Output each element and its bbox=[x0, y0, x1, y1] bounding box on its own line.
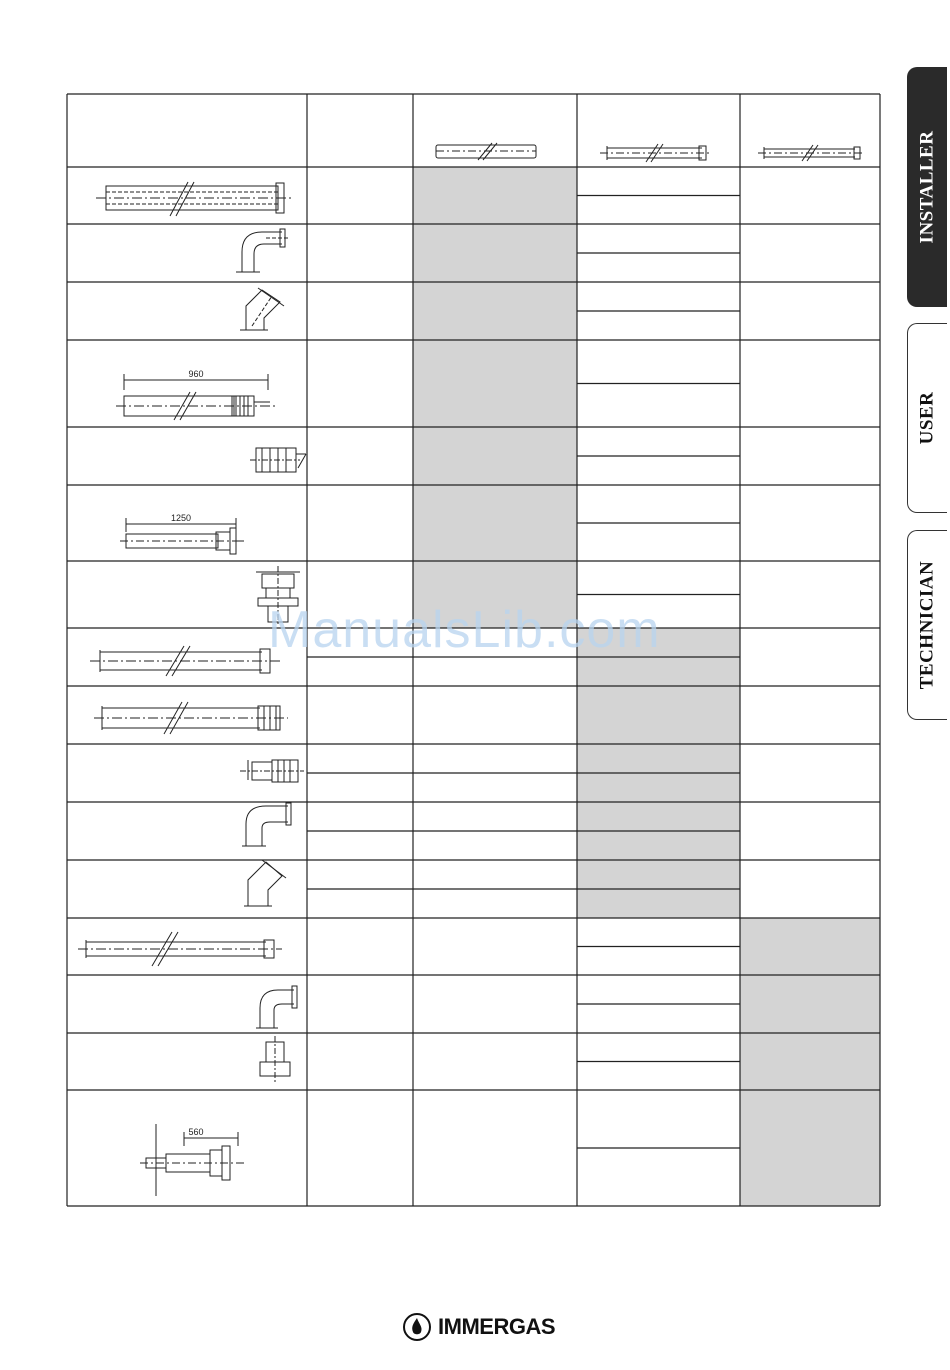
shaded-cell-col5 bbox=[740, 975, 880, 1033]
header-pipe-60-icon bbox=[758, 145, 864, 161]
shaded-cell-col5 bbox=[740, 1090, 880, 1206]
wall-terminal-drawing bbox=[250, 448, 306, 472]
horizontal-terminal-960-drawing bbox=[116, 374, 276, 420]
pipe-80-drawing bbox=[90, 646, 280, 676]
shaded-cell-col3 bbox=[413, 282, 577, 340]
concentric-pipe-drawing bbox=[96, 182, 294, 216]
wall-terminal-80-drawing bbox=[240, 760, 304, 782]
tab-technician-label: TECHNICIAN bbox=[916, 560, 938, 690]
watermark-text: ManualsLib.com bbox=[268, 601, 661, 659]
dimension-label-960: 960 bbox=[188, 369, 204, 379]
shaded-cell-col3 bbox=[413, 485, 577, 561]
header-pipe-80-icon bbox=[600, 144, 710, 162]
shaded-cell-col3 bbox=[413, 167, 577, 224]
shaded-cell-col5 bbox=[740, 1033, 880, 1090]
header-concentric-pipe-icon bbox=[436, 143, 536, 160]
brand-name: IMMERGAS bbox=[438, 1314, 555, 1339]
reduction-drawing bbox=[260, 1036, 290, 1082]
bend-90-drawing bbox=[242, 803, 291, 846]
shaded-cell-col3 bbox=[413, 224, 577, 282]
tab-user[interactable] bbox=[907, 323, 947, 513]
terminal-80-drawing bbox=[94, 702, 288, 734]
dimension-label-1250: 1250 bbox=[170, 513, 192, 523]
shaded-cell-col3 bbox=[413, 340, 577, 427]
dimension-label-560: 560 bbox=[188, 1127, 204, 1137]
tab-installer[interactable] bbox=[907, 67, 947, 307]
shaded-cell-col3 bbox=[413, 427, 577, 485]
shaded-cell-col5 bbox=[740, 918, 880, 975]
pipe-60-drawing bbox=[78, 932, 282, 966]
tab-installer-label: INSTALLER bbox=[916, 130, 938, 244]
concentric-bend-45-drawing bbox=[240, 288, 284, 330]
concentric-bend-90-drawing bbox=[236, 229, 290, 272]
bend-90-60-drawing bbox=[256, 986, 297, 1028]
tab-user-label: USER bbox=[916, 391, 938, 445]
flame-logo-icon bbox=[402, 1312, 432, 1342]
brand-logo bbox=[402, 1312, 555, 1342]
tab-technician[interactable] bbox=[907, 530, 947, 720]
bend-45-drawing bbox=[244, 860, 286, 906]
shaded-cell-col4 bbox=[577, 686, 740, 744]
vertical-terminal-1250-drawing bbox=[120, 518, 244, 554]
